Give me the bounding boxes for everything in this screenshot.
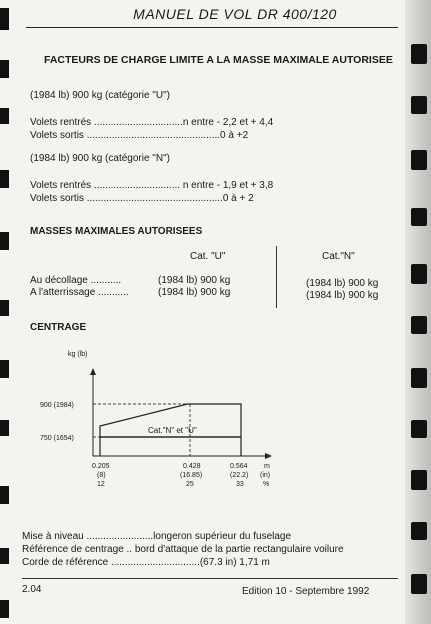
- x-tick-0428-pct: 25: [186, 481, 194, 488]
- landing-label: A l'atterrissage ...........: [30, 287, 129, 298]
- x-tick-0564-pct: 33: [236, 481, 244, 488]
- col-cat-n: Cat."N": [322, 251, 355, 262]
- cat-n-heading: (1984 lb) 900 kg (catégorie "N"): [30, 153, 170, 164]
- max-mass-title: MASSES MAXIMALES AUTORISEES: [30, 226, 203, 237]
- x-tick-0564-in: (22.2): [230, 472, 249, 479]
- x-unit-pct: %: [263, 481, 270, 488]
- ref-cg-datum: Référence de centrage .. bord d'attaque de la partie rectangulaire voilure: [22, 544, 344, 555]
- y-axis-label: kg (lb): [68, 351, 88, 358]
- x-tick-0564-m: 0.564: [230, 463, 248, 470]
- takeoff-label: Au décollage ...........: [30, 275, 122, 286]
- footer-rule: [22, 578, 398, 579]
- cat-u-heading: (1984 lb) 900 kg (catégorie "U"): [30, 90, 170, 101]
- x-tick-0205-pct: 12: [97, 481, 105, 488]
- takeoff-cat-n: (1984 lb) 900 kg: [306, 278, 379, 289]
- y-axis-arrow: [90, 368, 96, 375]
- page-edge: [405, 0, 431, 624]
- col-cat-u: Cat. "U": [190, 251, 226, 262]
- y-tick-900: 900 (1984): [40, 402, 74, 409]
- edition: Edition 10 - Septembre 1992: [242, 586, 370, 597]
- x-tick-0205-in: (8): [97, 472, 106, 479]
- page-number: 2.04: [22, 584, 42, 595]
- cat-n-flaps-extended: Volets sortis .................................................0 à + 2: [30, 193, 254, 204]
- landing-cat-n: (1984 lb) 900 kg: [306, 290, 379, 301]
- x-axis-arrow: [265, 453, 272, 459]
- ref-leveling: Mise à niveau ........................longeron supérieur du fuselage: [22, 531, 292, 542]
- x-unit-in: (in): [260, 472, 271, 479]
- cat-u-flaps-retracted: Volets rentrés ................................n entre - 2,2 et + 4,4: [30, 117, 274, 128]
- cat-u-flaps-extended: Volets sortis ................................................0 à +2: [30, 130, 249, 141]
- cat-n-flaps-retracted: Volets rentrés ............................... n entre - 1,9 et + 3,8: [30, 180, 274, 191]
- page-header: MANUEL DE VOL DR 400/120: [133, 6, 337, 22]
- x-tick-0428-m: 0.428: [183, 463, 201, 470]
- centrage-title: CENTRAGE: [30, 322, 87, 333]
- landing-cat-u: (1984 lb) 900 kg: [158, 287, 231, 298]
- x-tick-0428-in: (16.85): [180, 472, 203, 479]
- x-tick-0205-m: 0.205: [92, 463, 110, 470]
- load-factor-title: FACTEURS DE CHARGE LIMITE A LA MASSE MAXIMALE AUTORISEE: [44, 54, 393, 66]
- x-unit-m: m: [264, 463, 270, 470]
- ref-chord: Corde de référence ................................(67.3 in) 1,71 m: [22, 557, 270, 568]
- takeoff-cat-u: (1984 lb) 900 kg: [158, 275, 231, 286]
- y-tick-750: 750 (1654): [40, 435, 74, 442]
- envelope-annotation: Cat."N" et "U": [148, 426, 197, 435]
